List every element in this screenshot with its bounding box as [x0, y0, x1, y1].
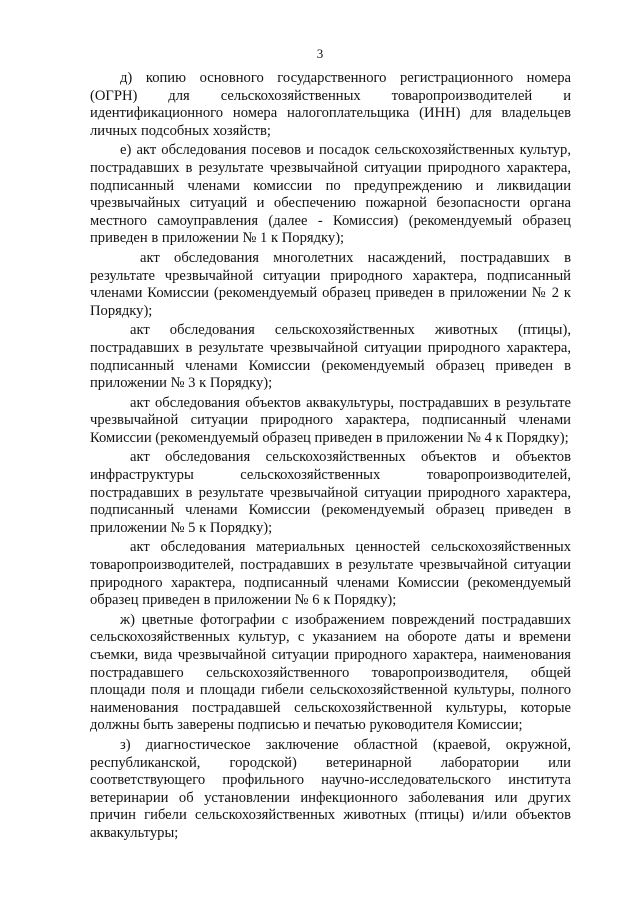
paragraph-act-farm-animals: акт обследования сельскохозяйственных животных (птицы), пострадавших в результате чрезвычайной ситуации природного характера, подписанный членами Комиссии (рекомендуемый образец приведен в приложении № 3 к Порядку);: [90, 322, 571, 392]
document-body: [90, 70, 571, 845]
paragraph-zh-color-photos: ж) цветные фотографии с изображением повреждений пострадавших сельскохозяйственных культур, с указанием на обороте даты и времени съемки, вида чрезвычайной ситуации природного характера, наименования пострадавшего сельскохозяйственного товаропроизводителя, общей площади поля и площади гибели сельскохозяйственной культуры, полного наименования пострадавшей сельскохозяйственной культуры, которые должны быть заверены подписью и печатью руководителя Комиссии;: [90, 611, 571, 734]
paragraph-act-perennial-plantings: акт обследования многолетних насаждений, пострадавших в результате чрезвычайной ситуации природного характера, подписанный членами Комиссии (рекомендуемый образец приведен в приложении № 2 к Порядку);: [90, 249, 571, 319]
paragraph-act-aquaculture: акт обследования объектов аквакультуры, пострадавших в результате чрезвычайной ситуации природного характера, подписанный членами Комиссии (рекомендуемый образец приведен в приложении № 4 к Порядку);: [90, 394, 571, 446]
paragraph-e-act-crops: е) акт обследования посевов и посадок сельскохозяйственных культур, пострадавших в результате чрезвычайной ситуации природного характера, подписанный членами комиссии по предупреждению и ликвидации чрезвычайных ситуаций и обеспечению пожарной безопасности органа местного самоуправления (далее - Комиссия) (рекомендуемый образец приведен в приложении № 1 к Порядку);: [90, 142, 571, 247]
paragraph-act-material-assets: акт обследования материальных ценностей сельскохозяйственных товаропроизводителей, пострадавших в результате чрезвычайной ситуации природного характера, подписанный членами Комиссии (рекомендуемый образец приведен в приложении № 6 к Порядку);: [90, 539, 571, 609]
page-number: 3: [316, 46, 324, 61]
paragraph-z-diagnostic-conclusion: з) диагностическое заключение областной (краевой, окружной, республиканской, городской) ветеринарной лаборатории или соответствующего профильного научно-исследовательского института ветеринарии об установлении инфекционного заболевания или других причин гибели сельскохозяйственных животных (птицы) и/или объектов аквакультуры;: [90, 736, 571, 841]
paragraph-act-farm-infrastructure: акт обследования сельскохозяйственных объектов и объектов инфраструктуры сельскохозяйственных товаропроизводителей, пострадавших в результате чрезвычайной ситуации природного характера, подписанный членами Комиссии (рекомендуемый образец приведен в приложении № 5 к Порядку);: [90, 449, 571, 536]
paragraph-d-ogrn-inn: д) копию основного государственного регистрационного номера (ОГРН) для сельскохозяйственных товаропроизводителей и идентификационного номера налогоплательщика (ИНН) для владельцев личных подсобных хозяйств;: [90, 70, 571, 139]
